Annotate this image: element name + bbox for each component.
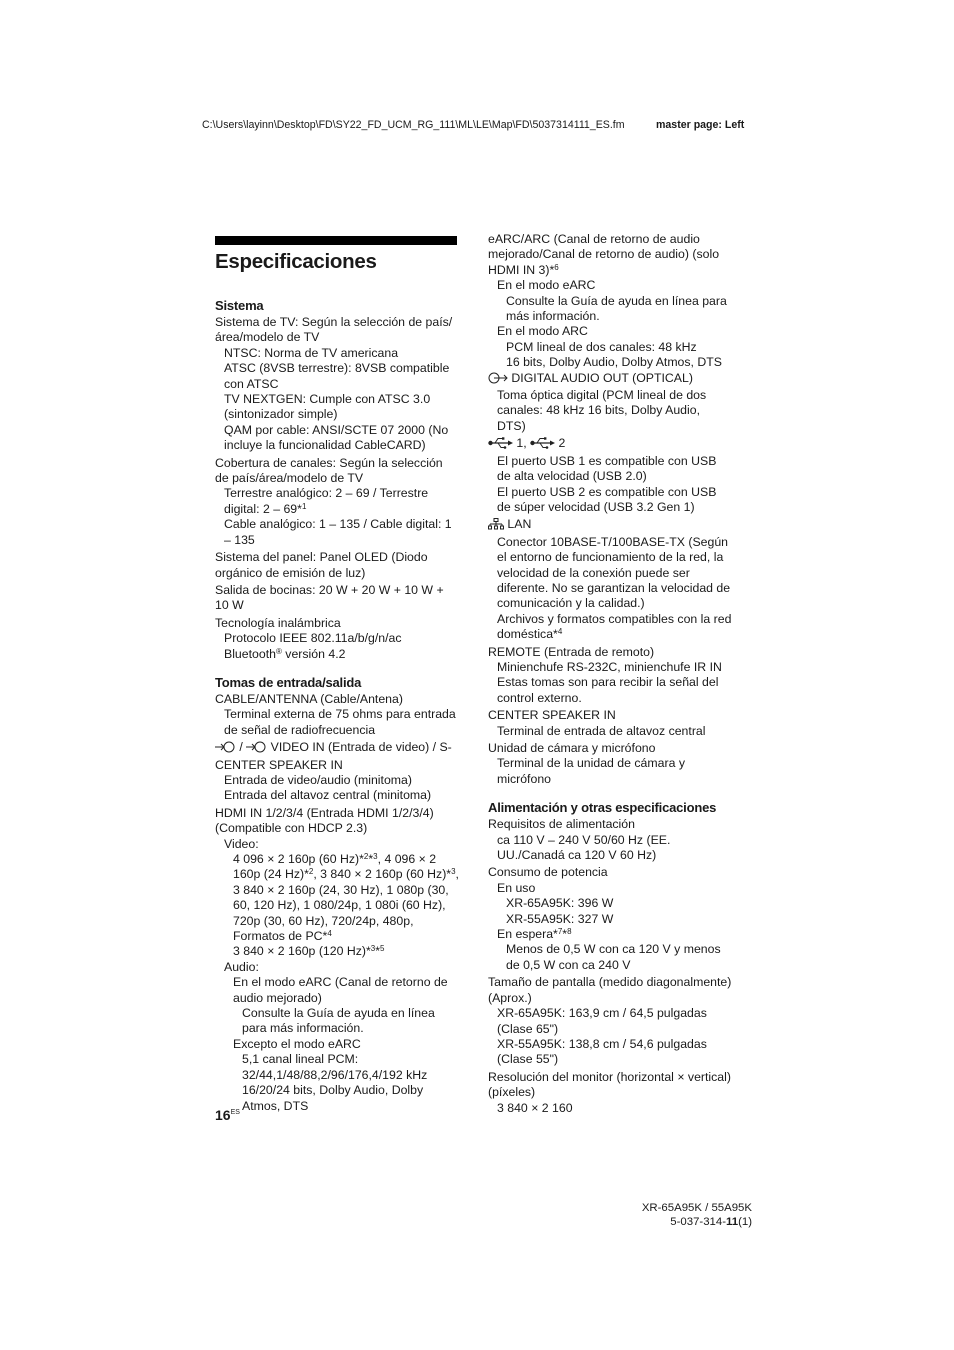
spec-line: Sistema de TV: Según la selección de país/área/modelo de TV	[215, 315, 453, 345]
usb-icon	[488, 437, 513, 453]
spec-line: Excepto el modo eARC	[233, 1036, 361, 1051]
spec-line: Video:	[224, 836, 259, 851]
spec-line: ca 110 V – 240 V 50/60 Hz (EE. UU./Canadá ca 120 V 60 Hz)	[497, 832, 671, 863]
spec-line: Terminal de la unidad de cámara y micrófono	[497, 756, 685, 786]
spec-text: , 4 096 × 2 160p (24 Hz)*	[233, 852, 437, 882]
master-page-label: master page: Left	[656, 119, 745, 131]
page-title: Especificaciones	[215, 250, 377, 273]
spec-line	[215, 740, 459, 773]
spec-line: El puerto USB 1 es compatible con USB de alta velocidad (USB 2.0)	[497, 453, 717, 484]
spec-line	[215, 486, 459, 517]
spec-line: QAM por cable: ANSI/SCTE 07 2000 (No incluye la funcionalidad CableCARD)	[224, 422, 449, 453]
spec-line: XR-65A95K: 396 W	[506, 896, 614, 911]
footnote-ref: 5	[380, 944, 385, 954]
spec-line	[488, 436, 732, 453]
title-bar	[215, 236, 457, 245]
footnote-ref: 1	[301, 501, 307, 511]
spec-line	[488, 371, 732, 388]
lan-icon	[488, 518, 504, 534]
document-code	[642, 1215, 752, 1229]
spec-text: VIDEO IN (Entrada de video) / S-CENTER SPEAKER IN	[215, 740, 452, 772]
spec-line	[215, 944, 459, 959]
spec-text: *	[375, 944, 381, 959]
spec-line: CABLE/ANTENNA (Cable/Antena)	[215, 691, 403, 706]
footnote-ref: 3	[370, 944, 376, 954]
section-heading-sistema: Sistema	[215, 298, 264, 313]
spec-line: 16 bits, Dolby Audio, Dolby Atmos, DTS	[506, 355, 722, 370]
spec-text: *	[562, 927, 568, 942]
spec-text: Bluetooth	[224, 646, 276, 661]
spec-line	[488, 612, 732, 643]
spec-line: En uso	[497, 880, 536, 895]
optical-output-icon	[488, 372, 508, 388]
spec-text: eARC/ARC (Canal de retorno de audio mejorado/Canal de retorno de audio) (solo HDMI IN 3)*	[488, 232, 720, 277]
registered-mark: ®	[275, 646, 282, 656]
footnote-ref: 2	[363, 852, 369, 861]
spec-text: 4 096 × 2 160p (60 Hz)*	[233, 852, 364, 866]
spec-line: Sistema del panel: Panel OLED (Diodo orgánico de emisión de luz)	[215, 550, 428, 580]
spec-text: /	[236, 740, 247, 755]
spec-line: Protocolo IEEE 802.11a/b/g/n/ac	[224, 631, 402, 646]
spec-text: DIGITAL AUDIO OUT (OPTICAL)	[508, 370, 693, 385]
spec-line: Consumo de potencia	[488, 865, 608, 880]
spec-line	[488, 927, 732, 942]
spec-text: *	[368, 852, 374, 866]
code-suffix: (1)	[738, 1216, 752, 1228]
spec-line	[488, 232, 732, 278]
spec-line: Terminal de entrada de altavoz central	[497, 723, 706, 738]
page-lang: ES	[230, 1109, 240, 1116]
footnote-ref: 7	[557, 927, 563, 937]
left-column	[215, 236, 459, 1114]
spec-line: Unidad de cámara y micrófono	[488, 741, 656, 755]
page-number	[215, 1108, 240, 1123]
spec-line: Cable analógico: 1 – 135 / Cable digital: 1 – 135	[224, 517, 452, 547]
spec-line: Terminal externa de 75 ohms para entrada de señal de radiofrecuencia	[224, 707, 456, 737]
footnote-ref: 4	[557, 627, 563, 637]
spec-line: En el modo ARC	[497, 324, 588, 339]
page-number-value: 16	[215, 1107, 231, 1123]
spec-line: Requisitos de alimentación	[488, 817, 635, 832]
file-path: C:\Users\layinn\Desktop\FD\SY22_FD_UCM_RG_111\ML\LE\Map\FD\5037314111_ES.fm	[202, 119, 625, 131]
spec-line: PCM lineal de dos canales: 48 kHz	[506, 339, 697, 354]
spec-line: Minienchufe RS-232C, minienchufe IR IN	[497, 659, 722, 674]
spec-text: Archivos y formatos compatibles con la red doméstica*	[497, 611, 732, 642]
spec-line: Cobertura de canales: Según la selección de país/área/modelo de TV	[215, 455, 443, 486]
footer	[642, 1201, 752, 1229]
spec-line: CENTER SPEAKER IN	[488, 708, 616, 723]
spec-line: XR-55A95K: 327 W	[506, 911, 614, 926]
spec-text: , 3 840 × 2 160p (24, 30 Hz), 1 080p (30, 60, 120 Hz), 1 080/24p, 1 080i (60 Hz), 720p (30, 60 Hz), 720/24p, 480p, Formatos de PC*	[233, 867, 459, 944]
spec-line: XR-55A95K: 138,8 cm / 54,6 pulgadas (Clase 55")	[497, 1036, 707, 1067]
footnote-ref: 3	[373, 852, 378, 861]
spec-line: Menos de 0,5 W con ca 120 V y menos de 0,5 W con ca 240 V	[506, 942, 721, 972]
spec-text: 2	[555, 436, 566, 451]
spec-line: 3 840 × 2 160	[497, 1100, 573, 1115]
spec-line: Salida de bocinas: 20 W + 20 W + 10 W + 10 W	[215, 582, 444, 613]
spec-line: En el modo eARC	[497, 278, 596, 293]
spec-line: Consulte la Guía de ayuda en línea para más información.	[242, 1006, 435, 1036]
section-heading-tomas: Tomas de entrada/salida	[215, 674, 362, 690]
footnote-ref: 6	[554, 262, 559, 272]
spec-line	[215, 647, 459, 662]
spec-line: REMOTE (Entrada de remoto)	[488, 644, 655, 659]
spec-text: LAN	[504, 517, 532, 532]
spec-line: TV NEXTGEN: Cumple con ATSC 3.0 (sintonizador simple)	[224, 392, 431, 422]
spec-line: 5,1 canal lineal PCM: 32/44,1/48/88,2/96/176,4/192 kHz 16/20/24 bits, Dolby Audio, Dolby Atmos, DTS	[242, 1052, 428, 1113]
spec-line: HDMI IN 1/2/3/4 (Entrada HDMI 1/2/3/4) (Compatible con HDCP 2.3)	[215, 805, 434, 836]
spec-line: NTSC: Norma de TV americana	[224, 345, 399, 360]
spec-text: 3 840 × 2 160p (120 Hz)*	[233, 944, 371, 959]
code-bold: 11	[726, 1216, 739, 1228]
footnote-ref: 2	[308, 867, 314, 877]
footnote-ref: 8	[567, 927, 572, 937]
video-input-icon	[246, 741, 267, 757]
spec-line: Tecnología inalámbrica	[215, 615, 341, 630]
spec-line	[488, 517, 732, 534]
footnote-ref: 4	[327, 929, 332, 939]
spec-line: ATSC (8VSB terrestre): 8VSB compatible con ATSC	[224, 361, 450, 391]
code-prefix: 5-037-314-	[670, 1216, 727, 1228]
footnote-ref: 3	[451, 867, 456, 877]
spec-line: Estas tomas son para recibir la señal del control externo.	[497, 675, 719, 705]
model-number: XR-65A95K / 55A95K	[641, 1202, 752, 1214]
spec-text: versión 4.2	[281, 646, 346, 661]
spec-line: Entrada del altavoz central (minitoma)	[224, 788, 432, 803]
spec-line: XR-65A95K: 163,9 cm / 64,5 pulgadas (Clase 65")	[497, 1006, 707, 1036]
spec-line: Audio:	[224, 959, 259, 974]
spec-line	[215, 852, 459, 944]
right-column	[488, 232, 732, 1116]
video-input-icon	[215, 741, 236, 757]
usb-icon	[530, 437, 555, 453]
spec-line: El puerto USB 2 es compatible con USB de súper velocidad (USB 3.2 Gen 1)	[497, 484, 717, 514]
spec-line: En el modo eARC (Canal de retorno de audio mejorado)	[233, 975, 448, 1005]
spec-line: Entrada de video/audio (minitoma)	[224, 772, 412, 787]
spec-line: Tamaño de pantalla (medido diagonalmente) (Aprox.)	[488, 975, 732, 1005]
spec-line: Toma óptica digital (PCM lineal de dos canales: 48 kHz 16 bits, Dolby Audio, DTS)	[497, 388, 707, 433]
spec-line: Resolución del monitor (horizontal × vertical) (píxeles)	[488, 1069, 731, 1100]
spec-line: Conector 10BASE-T/100BASE-TX (Según el entorno de funcionamiento de la red, la velocidad de la conexión puede ser diferente. No se garantizan la velocidad de comunicación y la calidad.)	[497, 534, 731, 611]
spec-text: En espera*	[497, 927, 558, 942]
spec-line: Consulte la Guía de ayuda en línea para más información.	[506, 293, 727, 324]
section-heading-alimentacion: Alimentación y otras especificaciones	[488, 800, 717, 816]
spec-text: Terrestre analógico: 2 – 69 / Terrestre digital: 2 – 69*	[224, 486, 429, 516]
spec-text: , 3 840 × 2 160p (60 Hz)*	[313, 867, 452, 882]
spec-text: 1,	[513, 436, 531, 451]
